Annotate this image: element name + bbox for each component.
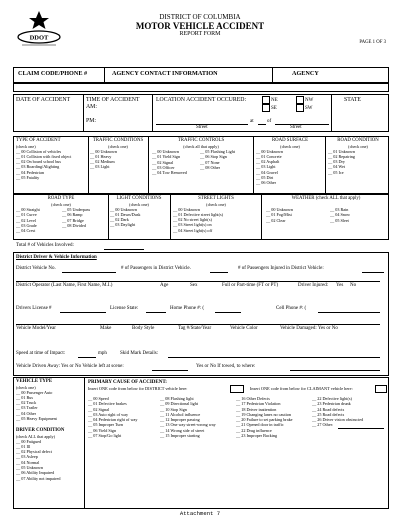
option-item[interactable]: __ 03 Trailer	[16, 405, 38, 411]
vehicle-type-group: VEHICLE TYPE (check one) __ 00 Passenger Auto __ 01 Bus __ 02 Truck __ 03 Trailer __ 04 Other __ 05 Heavy Equipment	[16, 379, 82, 421]
district-heading: DISTRICT OF COLUMBIA	[159, 13, 241, 21]
cause-code-item: __ 27 Other:	[312, 422, 334, 428]
option-item[interactable]: __ 02 Level	[16, 217, 37, 223]
option-item[interactable]: __ 08 Divided	[62, 222, 86, 228]
light-conditions-group: LIGHT CONDITIONS (check one) __ 00 Unknown __ 01 Dawn/Dusk __ 02 Dark __ 03 Daylight	[110, 196, 168, 228]
traffic-controls-group: TRAFFIC CONTROLS (check all that apply)	[177, 138, 225, 149]
cause-codes-col3	[236, 396, 293, 438]
option-item[interactable]: __ 05 Sleet	[330, 217, 349, 223]
option-item[interactable]: __ 00 Unknown	[90, 148, 117, 154]
option-item[interactable]: __ 01 Fog/Mist	[266, 212, 292, 218]
cause-code-item: __ 07 Stop/Go light	[88, 433, 122, 439]
option-item[interactable]: __ 03 Asleep	[16, 454, 38, 460]
option-item[interactable]: __ 06 Ramp	[62, 212, 83, 218]
am-label: AM:	[86, 104, 97, 110]
option-item[interactable]: __ 02 Medium	[90, 159, 115, 165]
cause-code-item: __ 24 Road defects	[312, 406, 345, 412]
option-item[interactable]: __ 07 None	[200, 159, 220, 165]
cause-code-item: __ 21 Opened door in traffic	[236, 422, 284, 428]
operator-field[interactable]	[16, 281, 380, 282]
option-item[interactable]: __ 01 Concrete	[256, 153, 282, 159]
vehicle-model-label: Vehicle Model/Year	[16, 326, 56, 331]
traffic-conditions-group: TRAFFIC CONDITIONS (check one) __ 00 Unknown __ 01 Heavy __ 02 Medium __ 03 Light	[90, 138, 146, 170]
speed-label: Speed at time of Impact:	[16, 351, 66, 356]
passengers-label: # of Passengers in District Vehicle.	[121, 266, 191, 271]
mph-label: mph	[98, 351, 107, 356]
option-item[interactable]: __ 05 Ice	[328, 169, 344, 175]
age-label: Age	[160, 283, 169, 288]
driver-injured-yes[interactable]: Yes	[336, 283, 344, 288]
option-item[interactable]: __ 04 Gravel	[256, 169, 278, 175]
seal-lettering: DDOT	[29, 34, 49, 42]
option-item[interactable]: __ 01 Unknown	[328, 148, 355, 154]
road-surface-group: ROAD SURFACE (check one) __ 00 Unknown __ 01 Concrete __ 02 Asphalt __ 03 Light __ 04 Gravel __ 05 Dirt __ 06 Other	[256, 138, 324, 186]
option-item[interactable]: __ 02 Asphalt	[256, 159, 280, 165]
claimant-code-instruction: Insert ONE code from below for CLAIMANT vehicle here:	[250, 386, 353, 391]
option-item[interactable]: __ 01 Curve	[16, 212, 37, 218]
at-label: at	[250, 119, 254, 124]
option-item[interactable]: __ 02 On board school bus	[16, 159, 62, 165]
option-item[interactable]: __ 04 Wet	[328, 164, 346, 170]
option-item[interactable]: __ 00 Unknown	[173, 206, 200, 212]
option-item[interactable]: __ 00 Unknown	[256, 148, 283, 154]
option-item[interactable]: __ 00 Unknown	[152, 149, 179, 154]
cause-code-item: __ 20 Failure to set parking brake	[236, 417, 293, 423]
option-item[interactable]: __ 05 Fatality	[16, 175, 40, 181]
option-item[interactable]: __ 01 Ill	[16, 443, 31, 449]
claim-code-label: CLAIM CODE/PHONE #	[18, 70, 88, 77]
option-item[interactable]: __ 01 Dawn/Dusk	[110, 211, 141, 217]
option-item[interactable]: __ 05 Flashing Light	[200, 149, 236, 154]
option-item[interactable]: __ 04 Street light(s) off	[173, 227, 213, 233]
option-item[interactable]: __ 05 Unknown	[16, 465, 43, 471]
option-item[interactable]: __ 07 Bridge	[62, 217, 84, 223]
option-item[interactable]: __ 03 Dry	[328, 159, 345, 165]
dir-sw[interactable]: SW	[296, 104, 313, 112]
option-item[interactable]: __ 02 Dark	[110, 217, 129, 223]
total-vehicles-field[interactable]	[104, 249, 144, 250]
cause-code-item: __ 10 Stop Sign	[160, 406, 187, 412]
district-section-title: District Driver & Vehicle Information	[16, 255, 97, 260]
option-item[interactable]: __ 05 Heavy Equipment	[16, 416, 57, 422]
primary-cause-title: PRIMARY CAUSE OF ACCIDENT:	[88, 380, 167, 385]
towed-field[interactable]	[290, 370, 380, 371]
driver-injured-no[interactable]: No	[350, 283, 357, 288]
option-item[interactable]: __ 04 Tow Removed	[152, 170, 187, 176]
speed-field[interactable]	[78, 357, 96, 358]
option-item[interactable]: __ 02 Truck	[16, 400, 37, 406]
option-item[interactable]: __ 04 Normal	[16, 459, 40, 465]
option-item[interactable]: __ 04 Snow	[330, 212, 351, 218]
home-phone-label: Home Phone #: (	[170, 306, 205, 311]
form-title: MOTOR VEHICLE ACCIDENT	[135, 21, 265, 31]
cause-codes-col4	[312, 396, 363, 428]
cause-code-item: __ 22 Drug influence	[236, 427, 272, 433]
driven-away-label: Vehicle Driven Away: Yes or No Vehicle left at scene:	[16, 364, 124, 369]
option-item[interactable]: __ 03 Light	[256, 164, 276, 170]
option-item[interactable]: __ 02 Repairing	[328, 153, 355, 159]
license-state-field[interactable]	[146, 312, 166, 313]
option-item[interactable]: __ 02 Clear	[266, 217, 286, 223]
dir-nw[interactable]: NW	[296, 96, 313, 104]
time-of-accident-label: TIME OF ACCIDENT	[86, 97, 140, 103]
cause-code-item: __ 00 Speed	[88, 396, 109, 401]
option-item[interactable]: __ 03 Rain	[330, 207, 349, 212]
option-item[interactable]: __ 02 Signal	[152, 159, 174, 165]
cause-code-item: __ 09 Directional light	[160, 401, 199, 407]
option-item[interactable]: __ 04 Pedestrian	[16, 169, 44, 175]
cause-code-item: __ 23 Pedestrian drunk	[312, 401, 351, 407]
location-label: LOCATION ACCIDENT OCCURED:	[156, 97, 247, 103]
road-type-group: ROAD TYPE (check one)	[47, 196, 75, 207]
option-item[interactable]: __ 00 Fatigued	[16, 438, 42, 444]
option-item[interactable]: __ 00 Straight	[16, 207, 40, 212]
option-item[interactable]: __ 02 No street light(s)	[173, 217, 212, 223]
agency-label: AGENCY	[292, 70, 319, 77]
claim-value-row[interactable]	[13, 83, 389, 92]
option-item[interactable]: __ 08 Other	[200, 164, 221, 170]
tag-label: Tag #/State/Year	[178, 326, 212, 331]
cause-code-item: __ 12 Improper passing	[160, 417, 200, 423]
operator-label: District Operator (Last Name, First Name, M.I.)	[16, 283, 113, 288]
home-phone-field[interactable]	[215, 312, 241, 313]
license-field[interactable]	[60, 312, 106, 313]
left-at-scene-field[interactable]	[152, 370, 188, 371]
vehicle-damaged-label: Vehicle Damaged: Yes or No	[280, 326, 338, 331]
option-item[interactable]: __ 01 Collision with fixed object	[16, 153, 72, 159]
cause-code-item: __ 11 Alcohol influence	[160, 411, 201, 417]
street-label-1: Street	[196, 125, 208, 130]
street-label-2: Street	[290, 125, 302, 130]
sex-label: Sex	[190, 283, 198, 288]
cause-code-item: __ 05 Improper Turn	[88, 422, 124, 428]
total-vehicles-label: Total # of Vehicles Involved:	[16, 243, 74, 248]
cause-codes-col2	[160, 396, 216, 438]
cause-code-item: __ 18 Driver inattention	[236, 406, 277, 412]
injured-passengers-field[interactable]	[362, 272, 384, 273]
license-state-label: License State:	[110, 306, 139, 311]
skid-label: Skid Mark Details:	[120, 351, 159, 356]
option-item[interactable]: __ 02 Physical defect	[16, 449, 52, 455]
cause-code-item: __ 23 Improper Backing	[236, 433, 278, 439]
vehicle-no-label: District Vehicle No.	[16, 266, 56, 271]
cause-code-item: __ 25 Road defects	[312, 411, 345, 417]
cell-phone-field[interactable]	[318, 312, 380, 313]
cause-code-item: __ 22 Defective light(s)	[312, 396, 352, 401]
pm-label: PM:	[86, 118, 96, 124]
nw-checkbox[interactable]	[296, 96, 304, 104]
form-subtitle: REPORT FORM	[179, 31, 221, 37]
option-item[interactable]: __ 06 Other	[256, 180, 277, 186]
agency-contact-label: AGENCY CONTACT INFORMATION	[112, 70, 218, 77]
district-code-box[interactable]	[230, 385, 244, 393]
option-item[interactable]: __ 06 Ability Impaired	[16, 470, 55, 476]
make-label: Make	[100, 326, 112, 331]
option-item[interactable]: __ 03 Boarding/Alighting	[16, 164, 60, 170]
option-item[interactable]: __ 00 Passenger Auto	[16, 389, 53, 395]
district-code-instruction: Insert ONE code from below for DISTRICT vehicle here:	[88, 386, 188, 391]
cause-code-item: __ 06 Yield Sign	[88, 427, 117, 433]
cause-code-item: __ 17 Pedestrian Violation	[236, 401, 281, 407]
fulltime-label: Full or Part-time (FT or PT)	[222, 283, 279, 288]
vehicle-color-label: Vehicle Color	[230, 326, 258, 331]
skid-field[interactable]	[168, 357, 380, 358]
option-item[interactable]: __ 03 Grade	[16, 222, 37, 228]
se-checkbox[interactable]	[262, 104, 270, 112]
cause-code-item: __ 16 Other Defects	[236, 396, 270, 401]
option-item[interactable]: __ 06 Stop Sign	[200, 154, 227, 160]
option-item[interactable]: __ 01 Heavy	[90, 153, 112, 159]
cause-code-item: __ 15 Improper starting	[160, 433, 200, 439]
page-number: PAGE 1 OF 3	[359, 40, 386, 45]
cause-code-item: __ 14 Wrong side of street	[160, 427, 205, 433]
weather-group: WEATHER (check ALL that apply)	[291, 196, 361, 201]
street-lights-group: STREET LIGHTS (check one) __ 00 Unknown __ 01 Defective street light(s) __ 02 No street light(s) __ 03 Street light(s) on __ 04 Street light(s) off	[173, 196, 259, 233]
option-item[interactable]: __ 00 Collision of vehicles	[16, 148, 62, 154]
dir-se[interactable]: SE	[262, 104, 277, 112]
cell-phone-label: Cell Phone #: (	[276, 306, 307, 311]
passengers-field[interactable]	[210, 272, 228, 273]
cause-code-item: __ 04 Pedestrian right of way	[88, 417, 138, 423]
cause-code-item: __ 08 Flashing light	[160, 396, 194, 401]
cause-codes-col1	[88, 396, 137, 438]
option-item[interactable]: __ 07 Ability not impaired	[16, 475, 61, 481]
cause-code-item: __ 03 Auto right of way	[88, 411, 129, 417]
attachment-footer: Attachment 7	[179, 510, 221, 517]
claimant-code-box[interactable]	[375, 385, 387, 393]
cause-code-item: __ 19 Changing lanes no caution	[236, 411, 292, 417]
option-item[interactable]: __ 00 Unknown	[110, 206, 137, 212]
option-item[interactable]: __ 04 Crest	[16, 228, 36, 234]
cause-code-item: __ 26 Driver vision obstructed	[312, 417, 364, 423]
cause-code-item: __ 01 Defective brakes	[88, 401, 127, 407]
of-label: of	[267, 119, 272, 124]
state-label: STATE	[344, 97, 361, 103]
option-item[interactable]: __ 05 Dirt	[256, 175, 274, 181]
road-condition-group: ROAD CONDITION (check one) __ 01 Unknown __ 02 Repairing __ 03 Dry __ 04 Wet __ 05 Ice	[328, 138, 388, 175]
vehicle-no-field[interactable]	[62, 272, 116, 273]
driver-injured-label: Driver Injured:	[298, 283, 329, 288]
cause-code-item: __ 02 Signal	[88, 406, 110, 412]
towed-label: Yes or No If towed, to where:	[196, 364, 256, 369]
type-of-accident-group: TYPE OF ACCIDENT (check one) __ 00 Collision of vehicles __ 01 Collision with fixed object __ 02 On board school bus __ 03 Boarding/Alighting __ 04 Pedestrian __ 05 Fatality	[16, 138, 86, 180]
sw-checkbox[interactable]	[296, 104, 304, 112]
cause-code-item: __ 13 One way street-wrong way	[160, 422, 216, 428]
date-of-accident-label: DATE OF ACCIDENT	[16, 97, 71, 103]
ne-checkbox[interactable]	[262, 96, 270, 104]
body-style-label: Body Style	[132, 326, 155, 331]
dir-ne[interactable]: NE	[262, 96, 278, 104]
option-item[interactable]: __ 01 Yield Sign	[152, 154, 181, 160]
option-item[interactable]: __ 03 Light	[90, 164, 110, 170]
option-item[interactable]: __ 03 Street light(s) on	[173, 222, 212, 228]
option-item[interactable]: __ 05 Underpass	[62, 207, 91, 212]
driver-condition-group: DRIVER CONDITION (check ALL that apply) __ 00 Fatigued __ 01 Ill __ 02 Physical defect __ 03 Asleep __ 04 Normal __ 05 Unknown __ 06 Ability Impaired __ 07 Ability not impaired	[16, 428, 82, 481]
other-cause-field[interactable]	[338, 428, 384, 429]
injured-passengers-label: # of Passengers Injured in District Vehicle:	[238, 266, 324, 271]
option-item[interactable]: __ 04 Other	[16, 410, 37, 416]
option-item[interactable]: __ 01 Defective street light(s)	[173, 211, 224, 217]
option-item[interactable]: __ 01 Bus	[16, 394, 33, 400]
license-label: Drivers License #	[16, 306, 52, 311]
option-item[interactable]: __ 00 Unknown	[266, 207, 293, 212]
option-item[interactable]: __ 03 Daylight	[110, 222, 136, 228]
option-item[interactable]: __ 03 Officer	[152, 164, 175, 170]
